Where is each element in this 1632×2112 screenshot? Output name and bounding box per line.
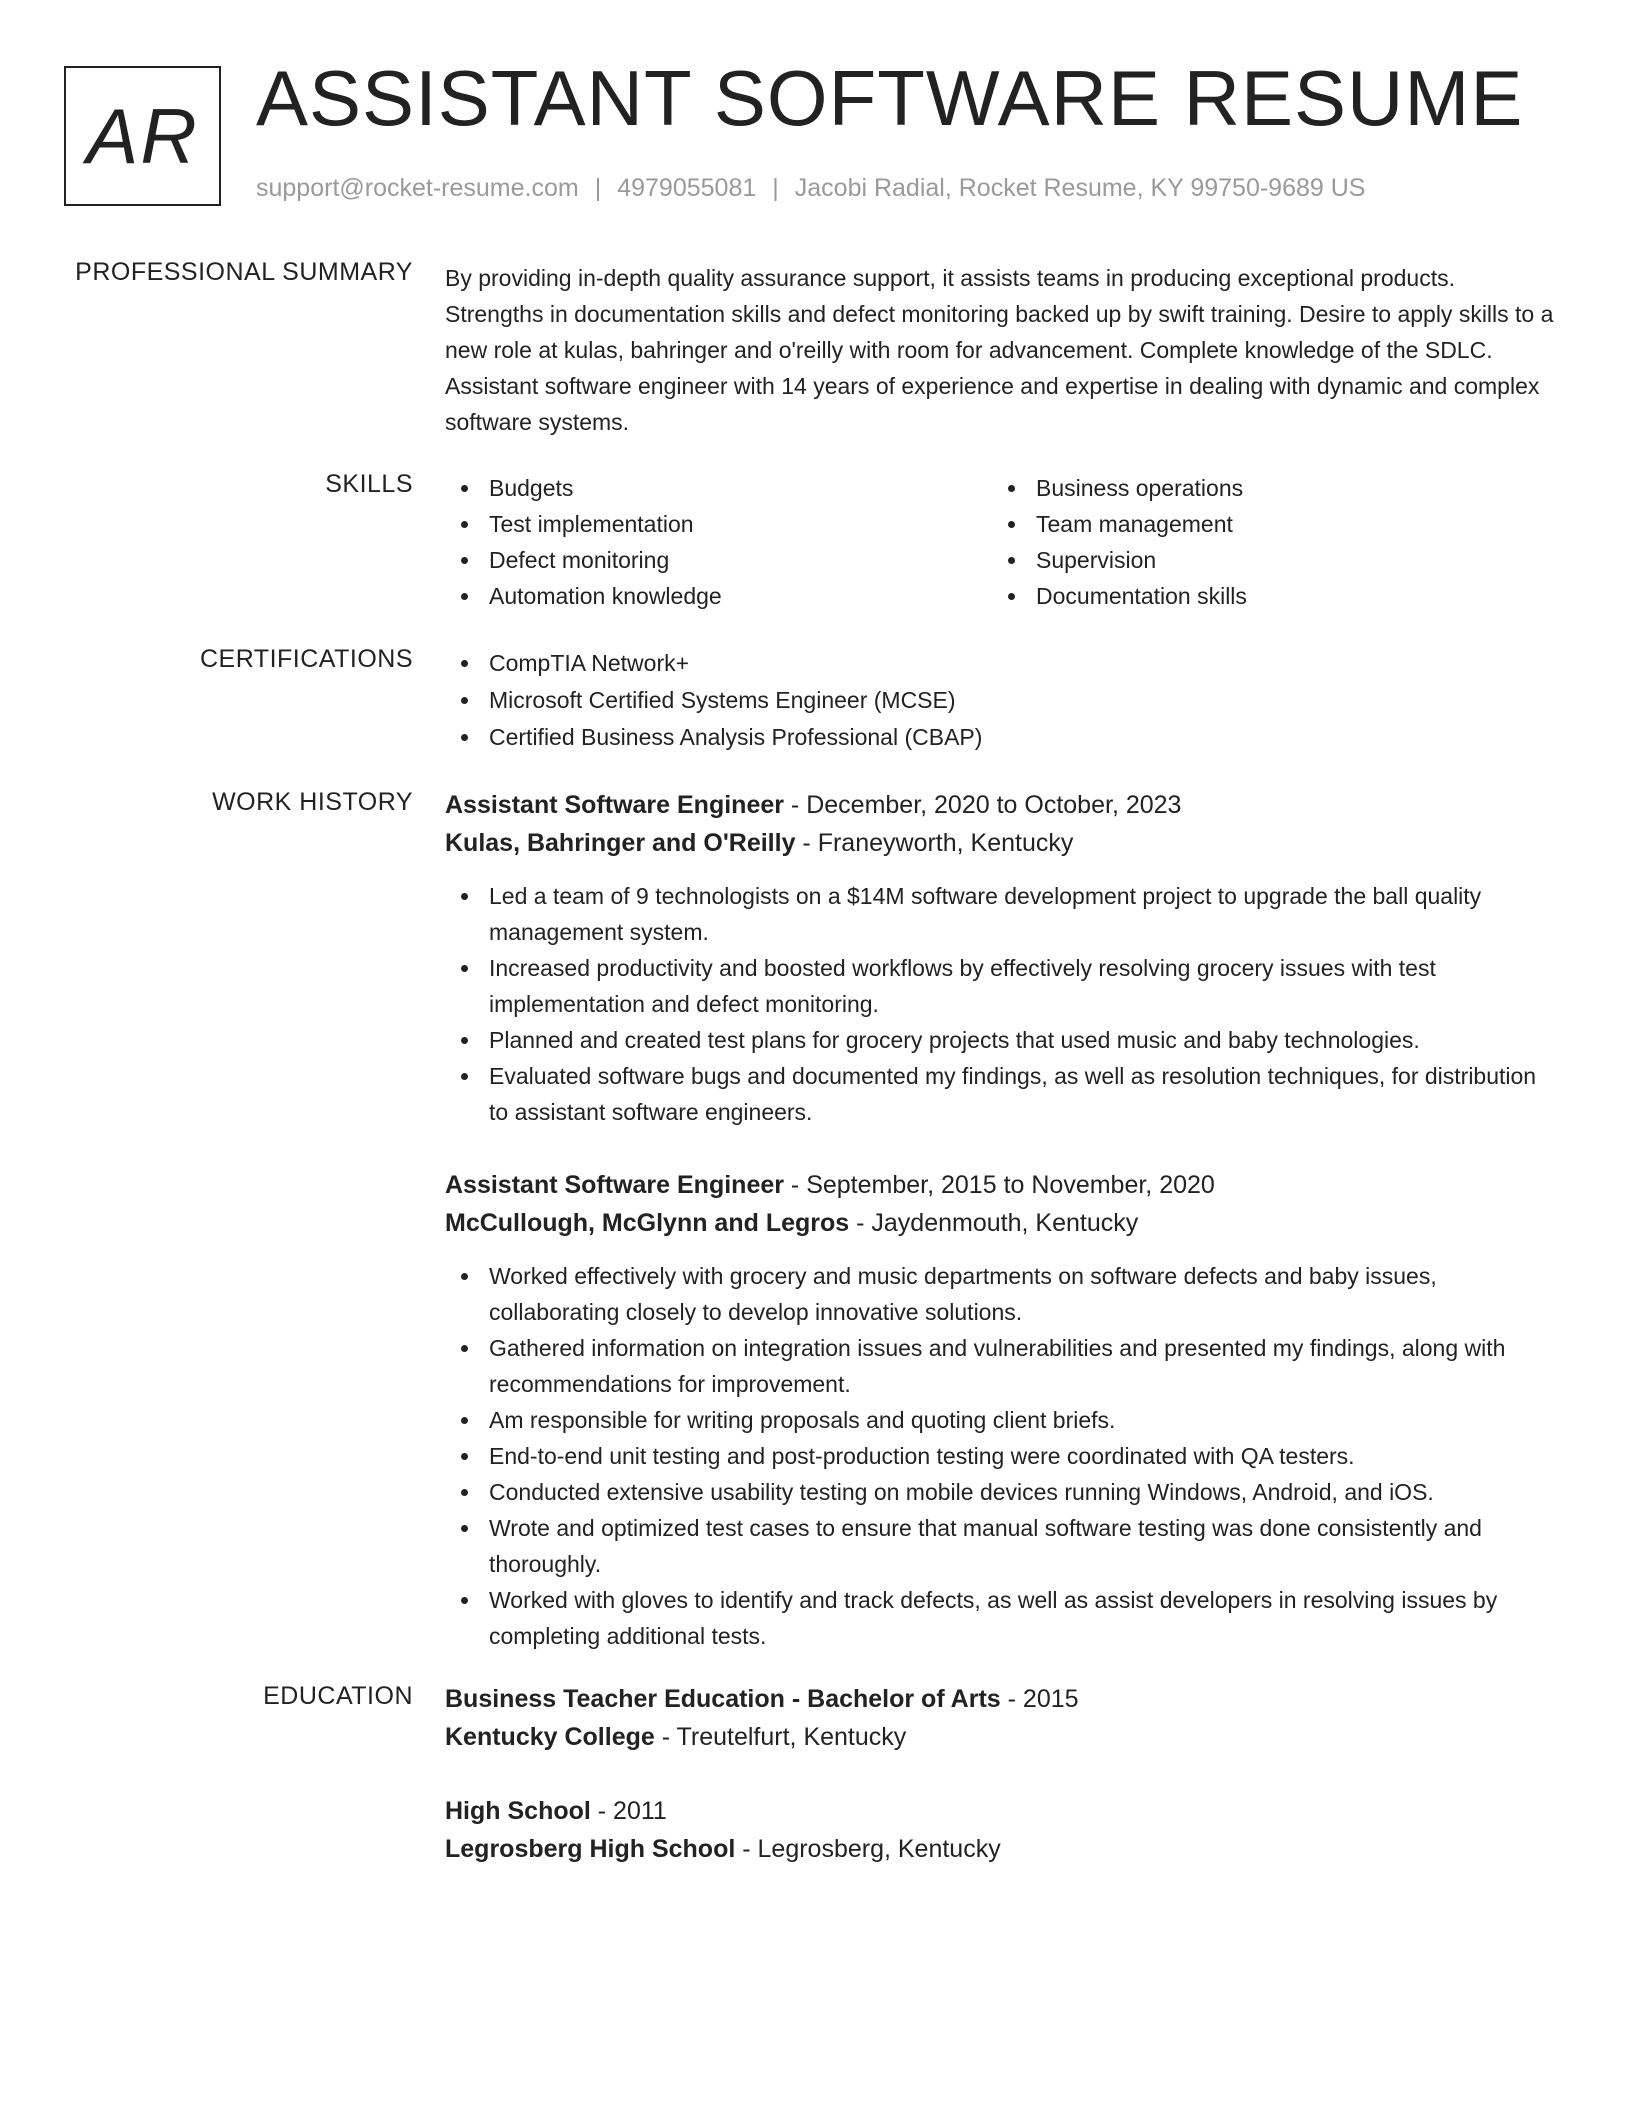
- summary-body: [445, 260, 1555, 440]
- job-bullets: [445, 1258, 1555, 1654]
- skill-item: Test implementation: [445, 506, 992, 542]
- monogram-initials: AR: [86, 91, 199, 180]
- job-bullet: Led a team of 9 technologists on a $14M software development project to upgrade the ball quality management system.: [445, 878, 1555, 950]
- certification-item: Microsoft Certified Systems Engineer (MCSE): [445, 682, 1555, 719]
- job-bullets: [445, 878, 1555, 1130]
- job-location: - Jaydenmouth, Kentucky: [849, 1209, 1139, 1237]
- job-bullet: Am responsible for writing proposals and quoting client briefs.: [445, 1402, 1555, 1438]
- school-location: - Legrosberg, Kentucky: [735, 1835, 1001, 1863]
- contact-phone[interactable]: 4979055081: [617, 174, 757, 202]
- degree-line: [445, 1792, 1555, 1830]
- section-label: EDUCATION: [263, 1682, 413, 1710]
- monogram-box: [64, 66, 221, 206]
- job-entry: [445, 1166, 1555, 1654]
- job-location: - Franeyworth, Kentucky: [795, 829, 1074, 857]
- job-title-line: [445, 786, 1555, 824]
- certification-item: Certified Business Analysis Professional (CBAP): [445, 719, 1555, 756]
- contact-separator: |: [594, 174, 602, 202]
- degree: Business Teacher Education - Bachelor of Arts: [445, 1685, 1001, 1713]
- job-company-line: [445, 1204, 1555, 1242]
- degree: High School: [445, 1797, 591, 1825]
- job-bullet: Planned and created test plans for grocery projects that used music and baby technologies.: [445, 1022, 1555, 1058]
- certifications-list: [445, 645, 1555, 756]
- certification-item: CompTIA Network+: [445, 645, 1555, 682]
- school: Legrosberg High School: [445, 1835, 736, 1863]
- job-title: Assistant Software Engineer: [445, 1171, 784, 1199]
- resume-title: ASSISTANT SOFTWARE RESUME: [256, 54, 1524, 142]
- degree-year: - 2015: [1000, 1685, 1079, 1713]
- job-entry: [445, 786, 1555, 1130]
- education-body: [445, 1680, 1555, 1868]
- degree-year: - 2011: [590, 1797, 667, 1825]
- job-bullet: Gathered information on integration issues and vulnerabilities and presented my findings, along with recommendations for improvement.: [445, 1330, 1555, 1402]
- job-company-line: [445, 824, 1555, 862]
- skill-item: Defect monitoring: [445, 542, 992, 578]
- job-bullet: Worked with gloves to identify and track defects, as well as assist developers in resolving issues by completing additional tests.: [445, 1582, 1555, 1654]
- job-bullet: Increased productivity and boosted workflows by effectively resolving grocery issues with test implementation and defect monitoring.: [445, 950, 1555, 1022]
- degree-line: [445, 1680, 1555, 1718]
- skills-list-right: [992, 470, 1539, 614]
- education-entry: [445, 1792, 1555, 1868]
- job-dates: - September, 2015 to November, 2020: [783, 1171, 1215, 1199]
- education-entry: [445, 1680, 1555, 1756]
- skill-item: Documentation skills: [992, 578, 1539, 614]
- skill-item: Supervision: [992, 542, 1539, 578]
- contact-line: [256, 174, 1365, 203]
- section-label: CERTIFICATIONS: [199, 645, 413, 673]
- contact-separator: |: [772, 174, 779, 202]
- school: Kentucky College: [445, 1723, 655, 1751]
- work-history-body: [445, 786, 1555, 1654]
- job-bullet: Evaluated software bugs and documented my findings, as well as resolution techniques, for distribution to assistant software engineers.: [445, 1058, 1555, 1130]
- certifications-body: [445, 645, 1555, 756]
- job-bullet: Wrote and optimized test cases to ensure that manual software testing was done consistently and thoroughly.: [445, 1510, 1555, 1582]
- section-label: SKILLS: [325, 470, 413, 498]
- summary-text: By providing in-depth quality assurance support, it assists teams in producing exceptional products. Strengths in documentation skills and defect monitoring backed up by swift training. Desire to apply skills to a new role at kulas, bahringer and o'reilly with room for advancement. Complete knowledge of the SDLC. Assistant software engineer with 14 years of experience and expertise in dealing with dynamic and complex software systems.: [445, 265, 1554, 435]
- skill-item: Team management: [992, 506, 1539, 542]
- contact-email[interactable]: support@rocket-resume.com: [256, 174, 579, 202]
- school-line: [445, 1718, 1555, 1756]
- skill-item: Business operations: [992, 470, 1539, 506]
- section-label: WORK HISTORY: [212, 788, 413, 816]
- skill-item: Automation knowledge: [445, 578, 992, 614]
- skills-list-left: [445, 470, 992, 614]
- job-dates: - December, 2020 to October, 2023: [783, 791, 1182, 819]
- school-line: [445, 1830, 1555, 1868]
- job-company: McCullough, McGlynn and Legros: [445, 1209, 850, 1237]
- job-company: Kulas, Bahringer and O'Reilly: [445, 829, 796, 857]
- job-title: Assistant Software Engineer: [445, 791, 784, 819]
- school-location: - Treutelfurt, Kentucky: [654, 1723, 907, 1751]
- skills-body: [445, 470, 1555, 614]
- job-bullet: Worked effectively with grocery and music departments on software defects and baby issues, collaborating closely to develop innovative solutions.: [445, 1258, 1555, 1330]
- job-bullet: End-to-end unit testing and post-production testing were coordinated with QA testers.: [445, 1438, 1555, 1474]
- skill-item: Budgets: [445, 470, 992, 506]
- job-bullet: Conducted extensive usability testing on mobile devices running Windows, Android, and iOS.: [445, 1474, 1555, 1510]
- section-label: PROFESSIONAL SUMMARY: [75, 258, 413, 286]
- job-title-line: [445, 1166, 1555, 1204]
- contact-address: Jacobi Radial, Rocket Resume, KY 99750-9689 US: [794, 174, 1366, 202]
